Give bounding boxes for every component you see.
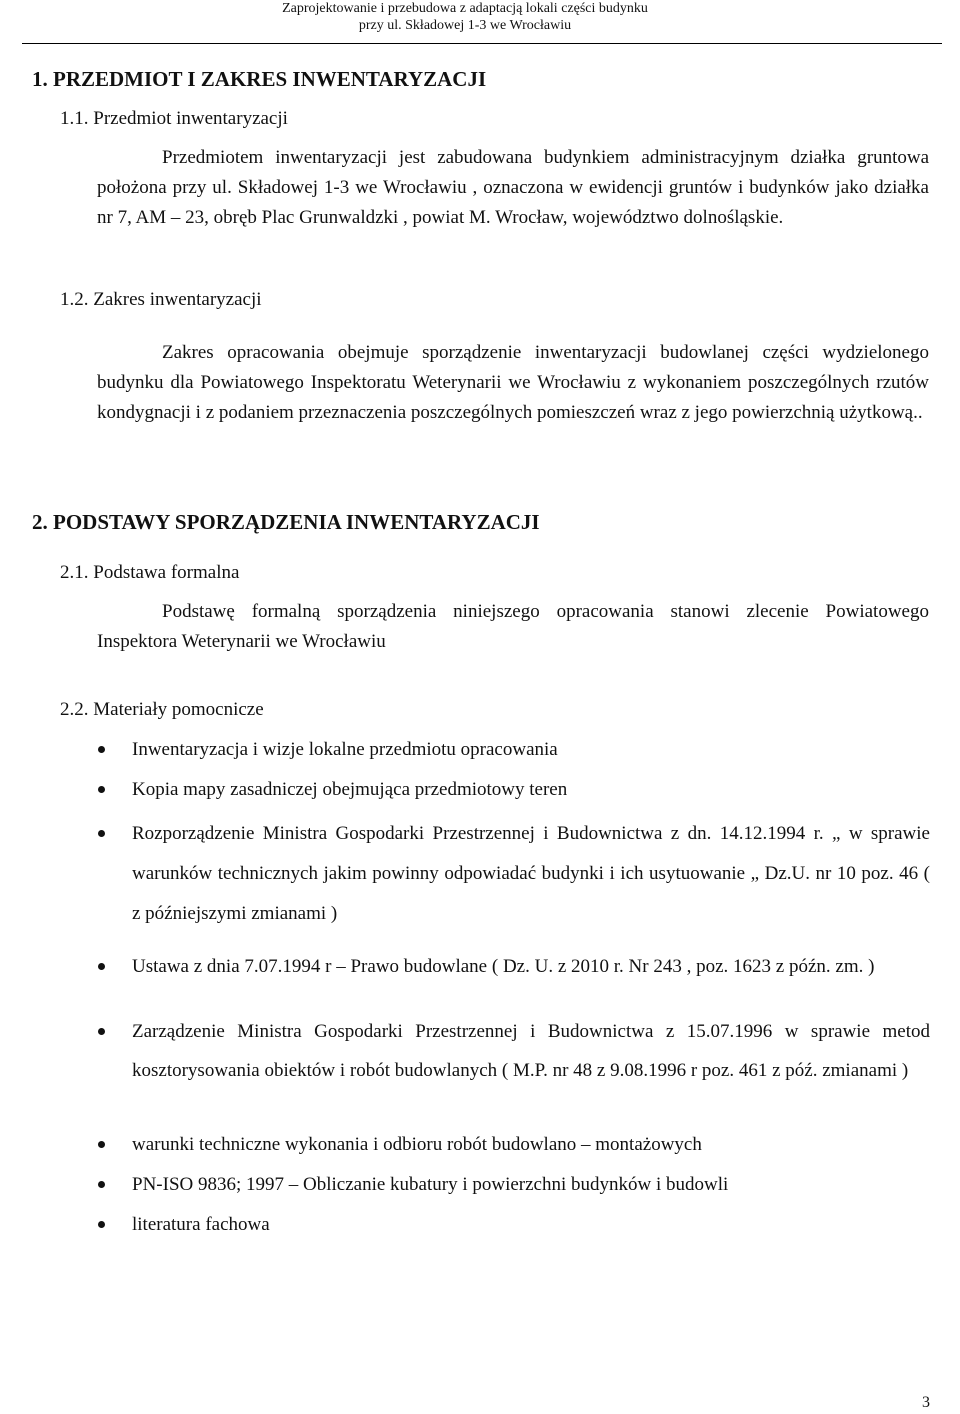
list-item-text: warunki techniczne wykonania i odbioru robót budowlano – montażowych (132, 1134, 702, 1155)
list-item-text: PN-ISO 9836; 1997 – Obliczanie kubatury i powierzchni budynków i budowli (132, 1174, 729, 1195)
section-1-1-heading: 1.1. Przedmiot inwentaryzacji (60, 108, 288, 129)
list-item (98, 1012, 930, 1090)
list-item (98, 1170, 930, 1200)
list-item-text: Rozporządzenie Ministra Gospodarki Przestrzennej i Budownictwa z dn. 14.12.1994 r. „ w sprawie warunków technicznych jakim powinny odpowiadać budynki i ich usytuowanie „ Dz.U. nr 10 poz. 46 ( z późniejszymi zmianami ) (132, 823, 930, 924)
list-item (98, 1210, 930, 1240)
section-2-2-heading: 2.2. Materiały pomocnicze (60, 699, 264, 720)
bullet-icon (98, 1028, 105, 1035)
section-1-2-heading: 1.2. Zakres inwentaryzacji (60, 289, 262, 310)
list-item-text: Zarządzenie Ministra Gospodarki Przestrzennej i Budownictwa z 15.07.1996 w sprawie metod kosztorysowania obiektów i robót budowlanych ( M.P. nr 48 z 9.08.1996 r poz. 461 z póź. zmianami ) (132, 1021, 930, 1081)
section-1-1-paragraph: Przedmiotem inwentaryzacji jest zabudowana budynkiem administracyjnym działka gruntowa położona przy ul. Składowej 1-3 we Wrocławiu , oznaczona w ewidencji gruntów i budynków jako działka nr 7, AM – 23, obręb Plac Grunwaldzki , powiat M. Wrocław, województwo dolnośląskie. (97, 147, 929, 228)
header-rule (22, 43, 942, 44)
running-header (255, 0, 675, 34)
section-2-heading: 2. PODSTAWY SPORZĄDZENIA INWENTARYZACJI (32, 510, 540, 534)
section-2-1-paragraph: Podstawę formalną sporządzenia niniejszego opracowania stanowi zlecenie Powiatowego Inspektora Weterynarii we Wrocławiu (97, 601, 929, 652)
list-item (98, 775, 930, 805)
bullet-icon (98, 746, 105, 753)
page-number: 3 (922, 1394, 930, 1411)
list-item (98, 814, 930, 934)
list-item-text: Kopia mapy zasadniczej obejmująca przedmiotowy teren (132, 779, 568, 800)
list-item-text: Ustawa z dnia 7.07.1994 r – Prawo budowlane ( Dz. U. z 2010 r. Nr 243 , poz. 1623 z późn. zm. ) (132, 956, 875, 977)
list-item-text: Inwentaryzacja i wizje lokalne przedmiotu opracowania (132, 739, 558, 760)
header-line-2: przy ul. Składowej 1-3 we Wrocławiu (358, 18, 572, 33)
list-item (98, 1130, 930, 1160)
bullet-icon (98, 1221, 105, 1228)
list-item (98, 735, 930, 765)
section-2-1-heading: 2.1. Podstawa formalna (60, 562, 240, 583)
list-item-text: literatura fachowa (132, 1214, 270, 1235)
bullet-icon (98, 830, 105, 837)
section-1-2-paragraph: Zakres opracowania obejmuje sporządzenie inwentaryzacji budowlanej części wydzielonego budynku dla Powiatowego Inspektoratu Weterynarii we Wrocławiu z wykonaniem poszczególnych rzutów kondygnacji i z podaniem przeznaczenia poszczególnych pomieszczeń wraz z jego powierzchnią użytkową.. (97, 342, 929, 423)
bullet-icon (98, 786, 105, 793)
header-line-1: Zaprojektowanie i przebudowa z adaptacją lokali części budynku (282, 1, 648, 16)
bullet-icon (98, 1141, 105, 1148)
bullet-icon (98, 1181, 105, 1188)
list-item (98, 952, 930, 982)
bullet-icon (98, 963, 105, 970)
section-1-heading: 1. PRZEDMIOT I ZAKRES INWENTARYZACJI (32, 67, 487, 91)
